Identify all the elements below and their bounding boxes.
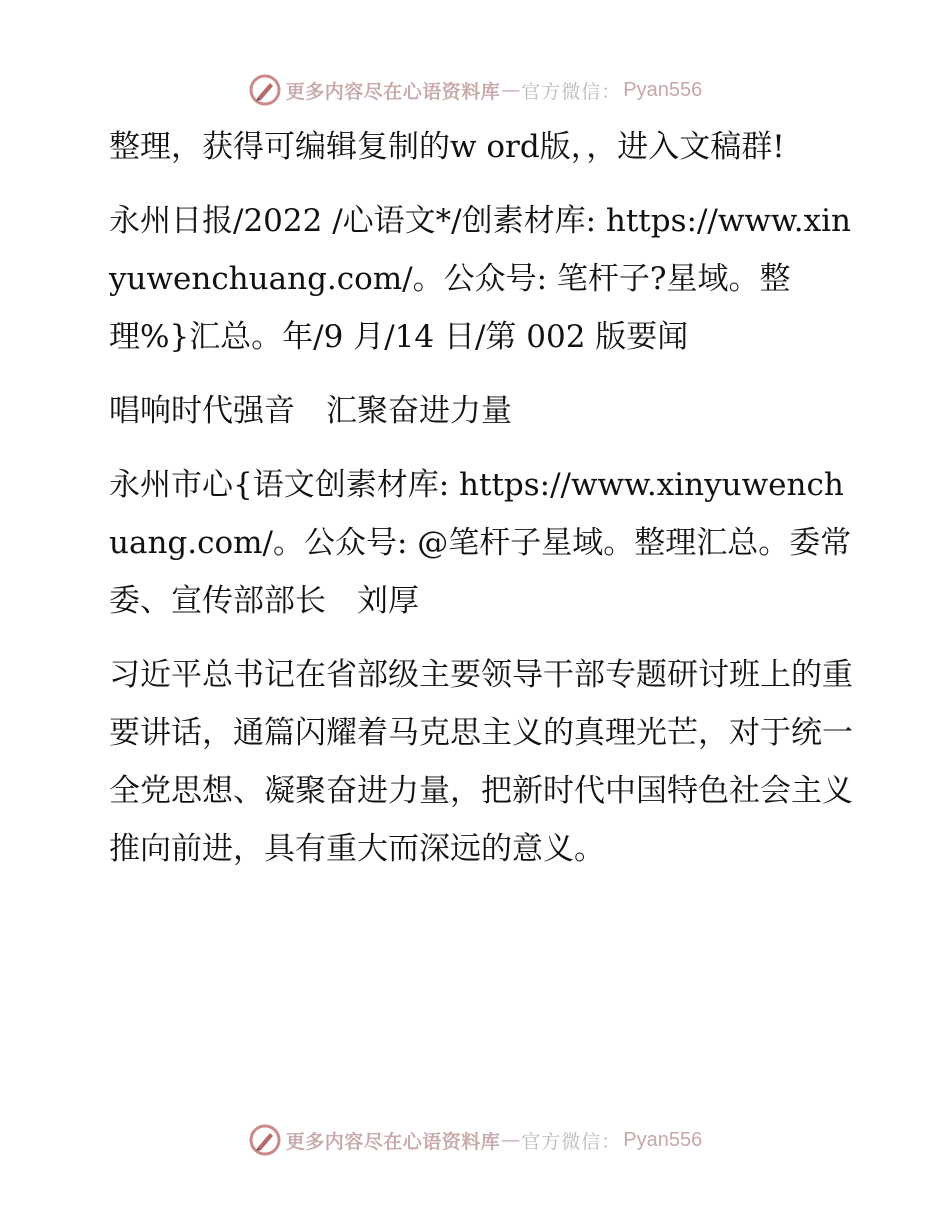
paragraph-2: 永州日报/2022 /心语文*/创素材库: https://www.xinyuwenchuang.com/。公众号: 笔杆子?星域。整理%}汇总。年/9 月/14 日/第 002 版要闻	[109, 203, 851, 355]
watermark-wechat-id: Pyan556	[623, 1128, 703, 1151]
watermark-dash: —	[501, 1129, 521, 1151]
watermark-main-text: 更多内容尽在心语资料库	[285, 80, 501, 103]
paragraph-5: 习近平总书记在省部级主要领导干部专题研讨班上的重要讲话，通篇闪耀着马克思主义的真理光芒，对于统一全党思想、凝聚奋进力量，把新时代中国特色社会主义推向前进，具有重大而深远的意义。	[109, 657, 853, 867]
document-body	[97, 118, 857, 894]
watermark-wechat-id: Pyan556	[623, 78, 703, 101]
watermark-dash: —	[501, 79, 521, 101]
watermark-sub-text: 官方微信：	[521, 80, 622, 103]
paragraph-4: 永州市心{语文创素材库: https://www.xinyuwenchuang.com/。公众号: @笔杆子星域。整理汇总。委常委、宣传部部长 刘厚	[109, 467, 852, 619]
article-headline: 唱响时代强音 汇聚奋进力量	[109, 393, 512, 429]
header-watermark	[0, 70, 950, 110]
watermark-main-text: 更多内容尽在心语资料库	[285, 1130, 501, 1153]
paragraph-1: 整理，获得可编辑复制的w ord版，，进入文稿群!	[109, 129, 785, 165]
pen-logo-icon	[248, 73, 282, 107]
watermark-sub-text: 官方微信：	[521, 1130, 622, 1153]
pen-logo-icon	[248, 1123, 282, 1157]
footer-watermark	[0, 1120, 950, 1160]
